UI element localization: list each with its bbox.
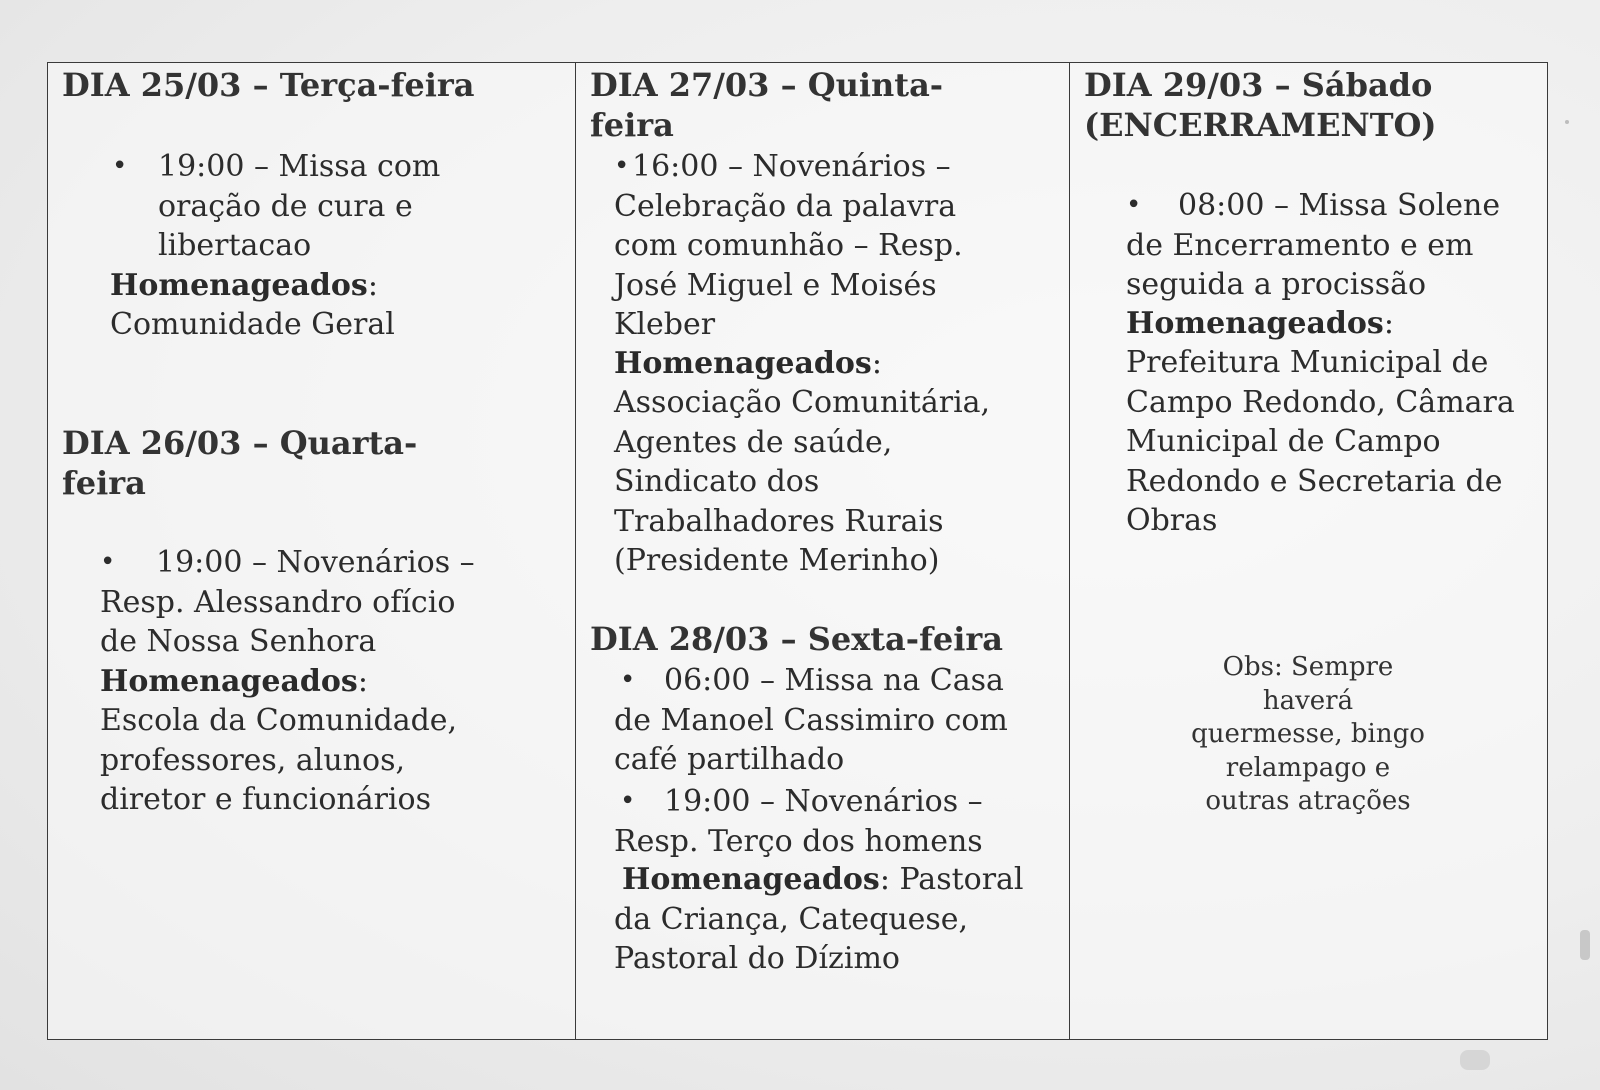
honorees-label: Homenageados: [110, 268, 378, 303]
event-bullet: • [614, 151, 630, 181]
note: Obs: Sempre haverá quermesse, bingo relampago e outras atrações [1191, 652, 1425, 816]
schedule-table [47, 62, 1548, 1040]
scan-speck [1580, 930, 1590, 960]
event-text: 16:00 – Novenários – Celebração da palavra com comunhão – Resp. José Miguel e Moisés Kleber [614, 149, 963, 342]
column-2 [576, 63, 1070, 1039]
column-1 [48, 63, 576, 1039]
event-bullet: • [1126, 190, 1142, 220]
honorees-text: Comunidade Geral [110, 307, 395, 342]
column-3 [1070, 63, 1547, 1039]
event-bullet: • [112, 151, 128, 181]
honorees-text: Escola da Comunidade, professores, alunos, diretor e funcionários [100, 703, 458, 817]
event-text: 08:00 – Missa Solene de Encerramento e em seguida a procissão [1126, 188, 1501, 302]
honorees-label: Homenageados: [614, 346, 882, 381]
day-heading: DIA 27/03 – Quinta-feira [590, 66, 944, 144]
scan-speck [1565, 120, 1569, 124]
honorees-label: Homenageados: [100, 664, 368, 699]
event-text: 19:00 – Novenários – Resp. Terço dos homens [614, 784, 983, 859]
honorees-label: Homenageados: [1126, 306, 1394, 341]
event-text: 19:00 – Novenários – Resp. Alessandro ofício de Nossa Senhora [100, 545, 475, 659]
event-text: 06:00 – Missa na Casa de Manoel Cassimiro com café partilhado [614, 663, 1008, 777]
event-text: 19:00 – Missa com oração de cura e libertacao [158, 149, 441, 263]
honorees-text: Prefeitura Municipal de Campo Redondo, Câmara Municipal de Campo Redondo e Secretaria de Obras [1126, 345, 1515, 538]
honorees-text: Associação Comunitária, Agentes de saúde, Sindicato dos Trabalhadores Rurais (Presidente Merinho) [614, 385, 991, 578]
honorees-block: Homenageados: Pastoral da Criança, Catequese, Pastoral do Dízimo [614, 862, 1024, 976]
honorees-text: Pastoral da Criança, Catequese, Pastoral do Dízimo [614, 862, 1024, 976]
event-bullet: • [100, 547, 116, 577]
event-bullet: • [620, 786, 636, 816]
honorees-label: Homenageados [622, 862, 880, 897]
day-heading: DIA 29/03 – Sábado (ENCERRAMENTO) [1084, 66, 1437, 144]
day-heading: DIA 28/03 – Sexta-feira [590, 620, 1003, 658]
scan-speck [1460, 1050, 1490, 1070]
day-heading: DIA 26/03 – Quarta-feira [62, 424, 418, 502]
day-heading: DIA 25/03 – Terça-feira [62, 66, 475, 104]
event-bullet: • [620, 665, 636, 695]
